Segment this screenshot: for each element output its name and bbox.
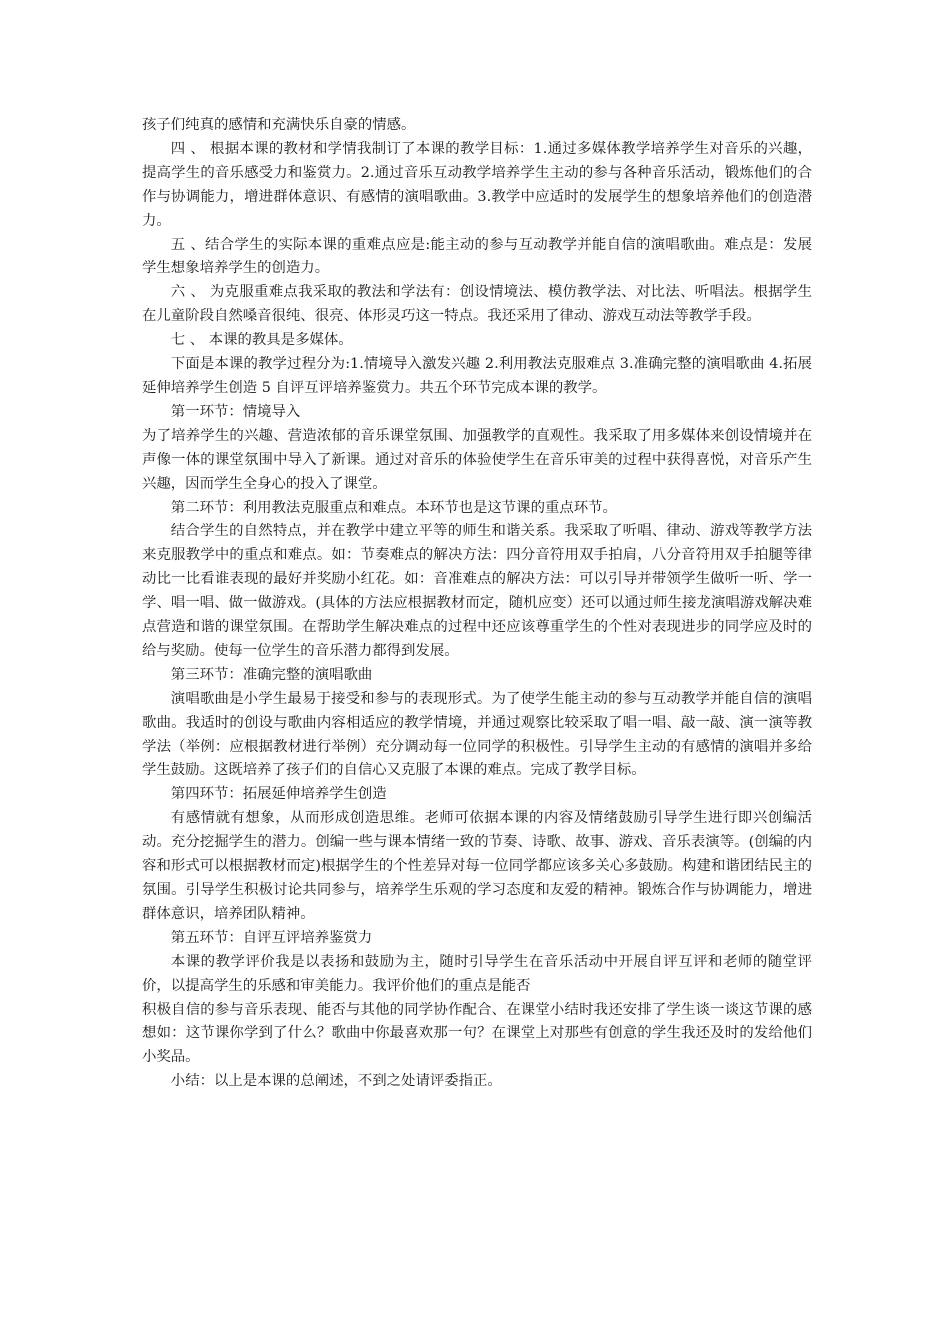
section-heading-2: 第二环节：利用教法克服重点和难点。本环节也是这节课的重点环节。	[170, 499, 617, 516]
paragraph-section-4: 有感情就有想象，从而形成创造思维。老师可依据本课的内容及情绪鼓励引导学生进行即兴创编活动。充分挖掘学生的潜力。创编一些与课本情绪一致的节奏、诗歌、故事、游戏、音乐表演等。(创编的内容和形式可以根据教材而定)根据学生的个性差异对每一位同学都应该多关心多鼓励。构建和谐团结民主的氛围。引导学生积极讨论共同参与，培养学生乐观的学习态度和友爱的精神。锻炼合作与协调能力，增进群体意识，培养团队精神。	[142, 810, 812, 922]
paragraph-key-difficult-points: 五 、结合学生的实际本课的重难点应是:能主动的参与互动教学并能自信的演唱歌曲。难点是：发展学生想象培养学生的创造力。	[142, 236, 812, 277]
paragraph-teaching-aids: 七 、 本课的教具是多媒体。	[170, 332, 353, 349]
paragraph-section-1: 为了培养学生的兴趣、营造浓郁的音乐课堂氛围、加强教学的直观性。我采取了用多媒体来创设情境并在声像一体的课堂氛围中导入了新课。通过对音乐的体验使学生在音乐审美的过程中获得喜悦，对音乐产生兴趣，因而学生全身心的投入了课堂。	[142, 427, 812, 492]
paragraph-summary: 小结：以上是本课的总阐述，不到之处请评委指正。	[170, 1073, 502, 1090]
paragraph-teaching-goals: 四 、 根据本课的教材和学情我制订了本课的教学目标：1.通过多媒体教学培养学生对音乐的兴趣，提高学生的音乐感受力和鉴赏力。2.通过音乐互动教学培养学生主动的参与各种音乐活动，锻炼他们的合作与协调能力，增进群体意识、有感情的演唱歌曲。3.教学中应适时的发展学生的想象培养他们的创造潜力。	[142, 140, 812, 229]
section-heading-1: 第一环节：情境导入	[170, 403, 301, 420]
section-heading-3: 第三环节：准确完整的演唱歌曲	[170, 666, 373, 683]
paragraph-section-3: 演唱歌曲是小学生最易于接受和参与的表现形式。为了使学生能主动的参与互动教学并能自信的演唱歌曲。我适时的创设与歌曲内容相适应的教学情境，并通过观察比较采取了唱一唱、敲一敲、演一演等教学法（举例：应根据教材进行举例）充分调动每一位同学的积极性。引导学生主动的有感情的演唱并多给学生鼓励。这既培养了孩子们的自信心又克服了本课的难点。完成了教学目标。	[142, 690, 812, 779]
section-heading-4: 第四环节：拓展延伸培养学生创造	[170, 786, 387, 803]
paragraph-section-5-part-1: 本课的教学评价我是以表扬和鼓励为主，随时引导学生在音乐活动中开展自评互评和老师的随堂评价，以提高学生的乐感和审美能力。我评价他们的重点是能否	[142, 953, 812, 994]
paragraph-section-5-part-2: 积极自信的参与音乐表现、能否与其他的同学协作配合、在课堂小结时我还安排了学生谈一谈这节课的感想如：这节课你学到了什么？歌曲中你最喜欢那一句？在课堂上对那些有创意的学生我还及时的发给他们小奖品。	[142, 1001, 812, 1066]
paragraph-process-overview: 下面是本课的教学过程分为:1.情境导入激发兴趣 2.利用教法克服难点 3.准确完整的演唱歌曲 4.拓展延伸培养学生创造 5 自评互评培养鉴赏力。共五个环节完成本课的教学。	[142, 356, 812, 396]
section-heading-5: 第五环节：自评互评培养鉴赏力	[170, 929, 373, 946]
paragraph-teaching-methods: 六 、 为克服重难点我采取的教法和学法有：创设情境法、模仿教学法、对比法、听唱法。根据学生在儿童阶段自然嗓音很纯、很亮、体形灵巧这一特点。我还采用了律动、游戏互动法等教学手段。	[142, 284, 812, 325]
paragraph-intro-continuation: 孩子们纯真的感情和充满快乐自豪的情感。	[142, 117, 416, 133]
paragraph-section-2: 结合学生的自然特点，并在教学中建立平等的师生和谐关系。我采取了听唱、律动、游戏等教学方法来克服教学中的重点和难点。如：节奏难点的解决方法：四分音符用双手拍肩，八分音符用双手拍腿等律动比一比看谁表现的最好并奖励小红花。如：音准难点的解决方法：可以引导并带领学生做听一听、学一学、唱一唱、做一做游戏。(具体的方法应根据教材而定，随机应变）还可以通过师生接龙演唱游戏解决难点营造和谐的课堂氛围。在帮助学生解决难点的过程中还应该尊重学生的个性对表现进步的同学应及时的给与奖励。使每一位学生的音乐潜力都得到发展。	[142, 523, 812, 659]
document-body	[142, 114, 812, 1094]
